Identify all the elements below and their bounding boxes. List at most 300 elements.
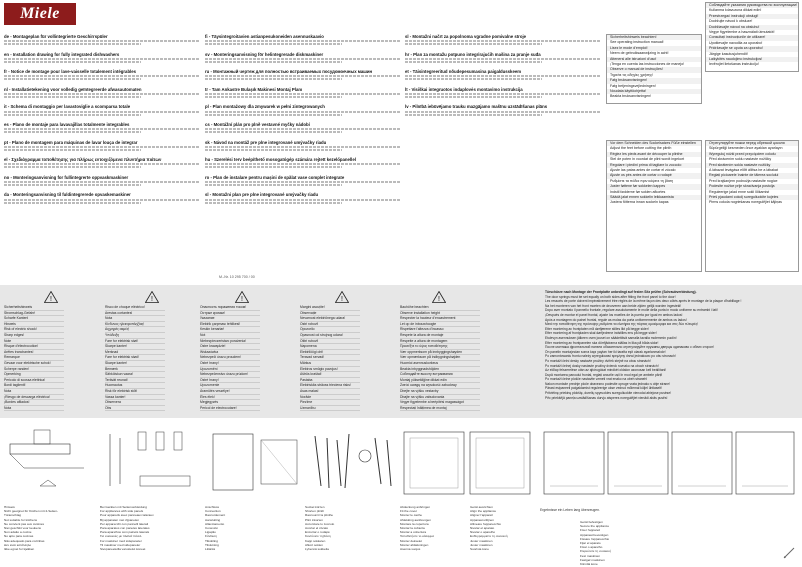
caption-line: Ligação: [205, 530, 216, 535]
caption-line: Sockel kürzen: [305, 505, 325, 509]
caption-line: Δεν είναι κατάλληλο: [4, 542, 32, 547]
warning-text: Not: [200, 333, 260, 339]
list-item: Beakta bruksanvisningen!: [610, 94, 652, 99]
warning-text: Respeite a altura de montagem: [400, 339, 480, 345]
note-line: Etulevyn asennuksen jälkeen oven jouset on säädettävä samalla tavalla molemmin puolin!: [545, 335, 677, 340]
warning-text: Respectați înălțimea de montaj: [400, 406, 480, 412]
language-header-title: fi - Täysintegroitavien astianpesukoneiden asennuskaavio: [205, 34, 324, 39]
note-line: Pritvirtinę priekinę plokštę, durelių spyruokles sureguliuokite vienodai abiejose pusėse!: [545, 391, 672, 396]
text-line-placeholder: [405, 96, 542, 98]
caption-line: Acortar el zócalo: [305, 526, 329, 531]
warning-text: Respete la altura de montaje: [400, 333, 480, 339]
header-column-2: [205, 34, 401, 210]
caption-line: Shorten plinth: [305, 509, 325, 514]
caption-line: Bij apparaten met zijpanelen: [100, 517, 140, 522]
language-header: [4, 34, 200, 45]
warning-text: Gevaar voor elektrische schok!: [4, 361, 64, 367]
warning-text: Κίνδυνος ηλεκτροπληξίας!: [105, 322, 165, 328]
caption-line: Για συσκευές με πλαϊνά πάνελ: [100, 534, 142, 539]
caption-line: Monter dekselet: [400, 538, 423, 543]
warning-text: Éles élek!: [200, 395, 260, 401]
caption-line: Fastgør maskinen: [580, 557, 605, 562]
note-line: ¡Después de montar el panel frontal, ajuste los muelles de la puerta por igual en ambos lados!: [545, 312, 683, 317]
note-line: The door springs must be set equally on both sides after fitting the front panel to the door!: [545, 294, 676, 299]
warning-text: Risk för elektrisk stöt!: [105, 389, 165, 395]
svg-text:!: !: [241, 296, 243, 303]
caption-line: Montar la cubierta: [400, 526, 425, 531]
caption-line: Lyhennä sokkelia: [305, 547, 329, 552]
list-item: Pred krajšanjem podnožja nastavite nogice: [709, 178, 778, 183]
list-item: Følg bruksanvisningen!: [607, 78, 701, 83]
warning-text: Observera: [105, 400, 165, 406]
caption-line: Allineare l'apparecchio: [470, 521, 502, 526]
warning-text: Elektros smūgio pavojus!: [300, 367, 360, 373]
language-header-title: de - Montageplan für vollintegrierte Geschirrspüler: [4, 34, 108, 39]
text-line-placeholder: [205, 166, 342, 168]
warning-text: Norāde: [300, 395, 360, 401]
caption-block-3: [205, 505, 300, 551]
caption-block-2: [100, 505, 200, 551]
warning-text: Bauhöhe beachten: [400, 305, 480, 311]
svg-text:!: !: [341, 296, 343, 303]
list-item: Säädä jalat ennen sokkelin leikkaamista: [607, 195, 701, 200]
warning-text: Elektriskās strāvas trieciena risks!: [300, 383, 360, 389]
tagline: Ergebnisse ein Leben lang überzeugen.: [540, 508, 600, 512]
caption-line: Raccordement: [205, 513, 226, 518]
caption-block-7: [580, 520, 670, 566]
warning-text: Observație: [300, 311, 360, 317]
caption-line: Apparaat uitlijnen: [470, 517, 494, 522]
side-panel-illustration: [205, 426, 305, 502]
warning-text: Upozornění: [200, 367, 260, 373]
list-item: Ajuste os pés antes de cortar o rodapé: [607, 173, 701, 178]
note-line: După montarea panoului frontal, reglați arcurile ușii în mod egal pe ambele părți!: [545, 372, 663, 377]
note-line: Nakon montaže prednje ploče obavezno podesite opruge vrata jednako s obje strane!: [545, 381, 670, 386]
warning-text: Rispettare l'altezza d'incasso: [400, 327, 480, 333]
caption-line: Tilslutning: [205, 542, 219, 547]
language-header-title: sv - Monteringsanvisning för helintegrerade diskmaskiner: [205, 51, 324, 57]
caption-line: Aansluiting: [205, 517, 221, 522]
door-spring-illustration: [100, 426, 200, 502]
caption-line: Nivelar el aparato: [470, 526, 495, 531]
note-line: Efter montering av frontpanelen ska dörrfjädrarna ställas in lika på båda sidor!: [545, 340, 659, 345]
language-header-title: sk - Návod na montáž pre plne integrované umývačky riadu: [205, 139, 327, 145]
warning-text: Oštri rubovi!: [300, 339, 360, 345]
list-item: Dodržujte návod k obsluze!: [709, 19, 753, 24]
caption-line: Accorciare lo zoccolo: [305, 521, 335, 526]
warning-text: Bordi taglienti!: [4, 383, 64, 389]
warning-text: Note: [4, 339, 64, 345]
text-line-placeholder: [4, 199, 200, 201]
warning-text: Merknad: [105, 350, 165, 356]
note-line: Po montaži čelne plošče nastavite vzmeti vrat enako na obeh straneh!: [545, 377, 648, 382]
warning-text: Fare for elektrisk støt!: [105, 339, 165, 345]
language-header: [4, 175, 200, 186]
caption-line: For maskiner med sidepaneler: [100, 538, 142, 543]
warning-text: Beakta inbyggnadshöjden: [400, 367, 480, 373]
text-line-placeholder: [205, 199, 401, 201]
warning-text: Aštrūs kraštai!: [300, 372, 360, 378]
list-item: ¡Tenga en cuenta las instrucciones de manejo!: [610, 62, 685, 67]
language-header-title: en - Installation drawing for fully integrated dishwashers: [4, 51, 120, 57]
text-line-placeholder: [4, 163, 200, 165]
text-line-placeholder: [4, 114, 141, 116]
note-line: Les ressorts de porte doivent impérativement être réglés de la même façon des deux côtés après le montage de la plaque d'habillage !: [545, 299, 742, 304]
warning-text: ¡Bordes afilados!: [4, 400, 64, 406]
warning-text: Asas malas!: [300, 389, 360, 395]
language-header: [205, 69, 401, 80]
caption-line: Anschluss: [205, 505, 220, 509]
warning-text: Указание: [200, 316, 260, 322]
text-line-placeholder: [405, 93, 601, 95]
caption-line: Afdekking aanbrengen: [400, 517, 431, 522]
text-line-placeholder: [4, 181, 200, 183]
note-line: После монтажа фронтальной панели обязательно отрегулируйте пружины дверцы одинаково с обеих сторон!: [545, 345, 714, 350]
warning-text: Vær opmærksom på indbygningshøjden: [400, 355, 480, 361]
warning-text: Острые кромки!: [200, 311, 260, 317]
warning-text: Sharp edges!: [4, 333, 64, 339]
caption-line: Pour appareils avec panneaux latéraux: [100, 513, 154, 518]
text-line-placeholder: [405, 61, 542, 63]
caption-line: Para aparelhos com painéis laterais: [100, 530, 150, 535]
warning-text: Zwróć uwagę na wysokość zabudowy: [400, 383, 480, 389]
caption-line: Gerät befestigen: [580, 520, 603, 524]
warning-text: Ostre krawędzie!: [200, 344, 260, 350]
list-item: Ajuste las patas antes de cortar el zócalo: [610, 168, 676, 173]
note-line: Dopo aver montato il pannello frontale, regolare assolutamente le molle della porta in modo uniforme su entrambi i lati!: [545, 308, 718, 313]
svg-text:!: !: [438, 296, 440, 303]
list-item: Vor dem Schneiden des Sockelsatzes Füße einstellen: [607, 141, 701, 146]
notes-box-3: [606, 140, 702, 272]
language-header: [205, 175, 401, 186]
list-item: Laikykitės naudojimo instrukcijos!: [706, 57, 798, 62]
warning-text: Υπόδειξη: [105, 333, 165, 339]
warning-text: Margini ascuțite!: [300, 305, 360, 311]
door-spring-notes: [545, 290, 795, 400]
note-line: Po zamontowaniu frontu należy wyregulować sprężyny drzwi jednakowo po obu stronach!: [545, 354, 676, 359]
caption-line: Connection: [205, 509, 221, 514]
list-item: Reguleerige jalad enne sokli lõikamist: [709, 189, 770, 194]
warning-text: Montaj yüksekliğine dikkat edin: [400, 378, 480, 384]
caption-line: Fit the cover: [400, 509, 418, 514]
text-line-placeholder: [4, 149, 141, 151]
warning-text: Terävät reunat!: [105, 378, 165, 384]
list-item: Reglați picioarele înainte de tăierea soclului: [706, 173, 798, 178]
warning-text: Let op de inbouwhoogte: [400, 322, 480, 328]
language-header-title: ru - Монтажный чертеж для полностью встраиваемых посудомоечных машин: [205, 69, 373, 75]
list-item: Regolare i piedini prima di tagliare lo zoccolo: [607, 163, 701, 168]
warning-text: Opmerking: [4, 372, 64, 378]
warning-text: Arestas cortantes!: [105, 311, 165, 317]
text-line-placeholder: [4, 131, 141, 133]
warning-text: Pericolo di scossa elettrica!: [4, 378, 64, 384]
caption-line: For appliances with side panels: [100, 509, 144, 514]
language-header-title: tr - Tam Ankastre Bulaşık Makinesi Montaj Planı: [205, 86, 303, 92]
warning-text: Risque d'électrocution!: [4, 344, 64, 350]
caption-line: Not suitable for kitchens: [4, 517, 38, 522]
caption-line: Nivelar o aparelho: [470, 530, 496, 535]
language-header-title: lt - Visiškai integruotos indaplovės montavimo instrukcija: [405, 86, 523, 92]
text-line-placeholder: [205, 181, 401, 183]
language-header-title: fr - Notice de montage pour lave-vaisselle totalement intégrables: [4, 69, 137, 75]
caption-line: Σύνδεση: [205, 534, 217, 539]
list-item: Stel de poten in voordat de plint wordt ingekort: [610, 157, 685, 162]
caption-line: Ne convient pas aux cuisines: [4, 521, 45, 526]
warning-text: Keskin kenarlar!: [200, 327, 260, 333]
warning-list-4: [300, 305, 360, 411]
list-item: Отрегулируйте ножки перед обрезкой цоколя: [706, 141, 798, 146]
warning-text: Pericol de electrocutare!: [200, 406, 260, 412]
caption-line: Ευθυγραμμίστε τη συσκευή: [470, 534, 508, 539]
list-item: Lisez le mode d'emploi!: [607, 46, 701, 51]
list-item: Følg betjeningsvejledningen!: [610, 83, 656, 88]
warning-text: Remarque: [4, 355, 64, 361]
warning-text: Bemærk: [105, 367, 165, 373]
warning-text: Hinweis: [4, 322, 64, 328]
warning-text: Προσέξτε το ύψος τοποθέτησης: [400, 344, 480, 350]
text-line-placeholder: [205, 40, 401, 42]
text-line-placeholder: [205, 184, 342, 186]
warning-triangle-icon: [44, 290, 58, 302]
warning-text: Märkus: [300, 361, 360, 367]
note-line: Pēc priekšējā paneļa uzstādīšanas durvju atsperes noregulējiet vienādi abās pusēs!: [545, 395, 668, 400]
note-line: Efter montering af frontpladen skal dørfjedrene indstilles ens på begge sider!: [545, 331, 657, 336]
document-number: M.-Nr. 10 295 700 / 00: [219, 275, 255, 279]
caption-line: Montare la copertura: [400, 521, 429, 526]
caption-line: Niet geschikt voor keukens: [4, 526, 41, 531]
language-header: [405, 34, 601, 45]
list-item: Ρυθμίστε τα πόδια πριν κόψετε τη βάση: [610, 178, 674, 183]
warning-text: Sähköiskun vaara!: [105, 372, 165, 378]
warning-text: Scherpe randen!: [4, 367, 64, 373]
warning-text: Piezīme: [300, 400, 360, 406]
text-line-placeholder: [405, 75, 601, 77]
note-line: Türschürze nach Montage der Frontplatte unbedingt auf festen Sitz prüfen (Schraubverbindung).: [545, 290, 697, 294]
language-header: [4, 104, 200, 115]
tools-illustration: [305, 426, 400, 502]
language-header: [4, 140, 200, 151]
note-line: Az előlap felszerelése után az ajtórugókat mindkét oldalon azonosan kell beállítani!: [545, 368, 667, 373]
warning-text: Nebezpečenstvo úrazu prúdom!: [200, 372, 260, 378]
language-header: [4, 87, 200, 98]
text-line-placeholder: [4, 75, 200, 77]
language-header-title: ro - Plan de instalare pentru mașini de spălat vase complet integrate: [205, 174, 345, 180]
caption-line: Aligner l'appareil: [470, 513, 493, 518]
caption-block-4: [305, 505, 395, 551]
warning-text: Dbejte na výšku vestavby: [400, 389, 480, 395]
caption-line: Plint inkorten: [305, 517, 323, 522]
warning-text: Vegye figyelembe a beépítési magasságot: [400, 400, 480, 406]
warning-text: Nevarnost električnega udara!: [300, 316, 360, 322]
text-line-placeholder: [4, 78, 141, 80]
list-item: Τηρείτε τις οδηγίες χρήσης!: [610, 72, 654, 77]
language-header: [4, 122, 200, 133]
plinth-illustration: [4, 426, 84, 502]
warning-text: Dbajte na výšku zabudovania: [400, 395, 480, 401]
list-item: Podesite nožice prije skraćivanja postolja: [706, 184, 798, 189]
caption-line: No apto para cocinas: [4, 534, 34, 539]
warning-text: Elektrik çarpması tehlikesi!: [200, 322, 260, 328]
caption-line: Monter afdækningen: [400, 542, 429, 547]
language-header: [405, 52, 601, 63]
caption-block-5: [400, 505, 470, 551]
caption-line: Hinweis: [4, 505, 15, 509]
caption-line: Conexión: [205, 526, 219, 531]
warning-text: Teravad servad!: [300, 355, 360, 361]
warning-text: Upozornenie: [200, 383, 260, 389]
text-line-placeholder: [205, 111, 401, 113]
text-line-placeholder: [205, 96, 342, 98]
text-line-placeholder: [205, 43, 342, 45]
text-line-placeholder: [405, 111, 601, 113]
list-item: Pirms cokola nogriešanas noregulējiet kājiņas: [709, 200, 782, 205]
caption-line: Κοντύνετε τη βάση: [305, 534, 331, 539]
list-item: Před zkrácením soklu nastavte nožičky: [709, 157, 772, 162]
warning-text: Nota: [4, 406, 64, 412]
text-line-placeholder: [4, 43, 141, 45]
warning-text: Megjegyzés: [200, 400, 260, 406]
language-header: [205, 140, 401, 151]
warning-text: Uzmanību: [300, 406, 360, 412]
list-item: Attenersi alle istruzioni d'uso!: [607, 57, 701, 62]
text-line-placeholder: [205, 163, 401, 165]
text-line-placeholder: [4, 166, 141, 168]
caption-line: Kapp sokkelen: [305, 538, 326, 543]
language-header-title: sl - Montažni plan pre plne integrované umývačky riadu: [205, 192, 319, 198]
language-header-title: nl - Installatietekening voor volledig geïntegreerde afwasautomaten: [4, 86, 142, 92]
caption-line: Sivupaneeleilla varustetut koneet: [100, 547, 146, 552]
warning-text: Αιχμηρές ακμές!: [105, 327, 165, 333]
language-header-title: it - Schema di montaggio per lavastoviglie a scomparsa totale: [4, 104, 131, 110]
language-header: [205, 87, 401, 98]
list-item: Justera fötterna innan sockeln kapas: [610, 200, 669, 205]
note-line: Μετά την τοποθέτηση της πρόσοψης ρυθμίστε τα ελατήρια της πόρτας ομοιόμορφα και στις δύο πλευρές!: [545, 322, 699, 327]
note-line: Ön panelin montajından sonra kapı yayları her iki tarafta eşit olarak ayarlanmalıdır!: [545, 349, 666, 354]
language-header-title: da - Monteringsanvisning til fuldintegrerede opvaskemaskiner: [4, 192, 131, 198]
header-column-1: [4, 34, 200, 210]
text-line-placeholder: [4, 184, 141, 186]
list-item: Juster føttene før sokkelen kappes: [607, 184, 701, 189]
list-item: Ievērojiet lietošanas instrukciju!: [709, 62, 759, 67]
warning-text: Risk of electric shock!: [4, 327, 64, 333]
text-line-placeholder: [405, 58, 601, 60]
caption-line: Fijar el aparato: [580, 541, 601, 546]
caption-line: Afkort soklen: [305, 542, 323, 547]
warning-list-5: [400, 305, 480, 411]
warning-list-3: [200, 305, 260, 411]
warning-text: Obs: [105, 406, 165, 412]
language-header: [4, 192, 200, 203]
warning-text: Observe installation height: [400, 311, 480, 317]
text-line-placeholder: [205, 58, 401, 60]
warning-text: Ostri robovi!: [300, 322, 360, 328]
notes-box-4: [705, 140, 799, 272]
warning-text: Nebezpečí úrazu proudem!: [200, 355, 260, 361]
caption-line: Suorista kone: [470, 547, 489, 552]
language-header: [405, 69, 601, 80]
list-item: Prieš pjaudami cokolį sureguliuokite kojeles: [706, 195, 798, 200]
language-header: [405, 104, 601, 115]
language-header: [205, 104, 401, 115]
list-item: Sicherheitshinweis beachten!: [607, 35, 701, 40]
miele-logo: Miele: [4, 3, 76, 25]
caption-line: Per apparecchi con pannelli laterali: [100, 521, 149, 526]
text-line-placeholder: [405, 114, 542, 116]
caption-line: Non adatto a cucine: [4, 530, 32, 535]
warning-text: Arêtes tranchantes!: [4, 350, 64, 356]
warning-text: Ostré hrany!: [200, 378, 260, 384]
list-item: Dodržiavajte návod na obsluhu!: [706, 25, 798, 30]
caption-line: Não adequado para cozinhas: [4, 538, 45, 543]
language-header-title: lv - Pilnībā iebūvējamo trauku mazgājamo mašīnu uzstādīšanas plāns: [405, 104, 548, 110]
warning-text: Sicherheitshinweis: [4, 305, 64, 311]
list-item: Przestrzegać instrukcji obsługi!: [706, 14, 798, 19]
list-item: Wyreguluj nóżki przed przycięciem cokołu: [706, 152, 798, 157]
caption-line: Kiinnitä kone: [580, 562, 598, 567]
list-item: Réglez les pieds avant de découper la plinthe: [607, 152, 701, 157]
text-line-placeholder: [405, 40, 601, 42]
caption-line: Allacciamento: [205, 521, 225, 526]
list-item: A lábazat levágása előtt állítsa be a lábakat: [709, 168, 778, 173]
caption-line: Asenna suojus: [400, 547, 421, 552]
text-line-placeholder: [4, 128, 200, 130]
warning-text: Stromschlag-Gefahr!: [4, 311, 64, 317]
warning-text: Huomioi asennuskorkeus: [400, 361, 480, 367]
language-header: [4, 157, 200, 168]
list-item: Adjust the feet before cutting the plinth: [610, 146, 672, 151]
note-line: Após a montagem do painel frontal, regule as molas da porta uniformemente de ambos os lados!: [545, 317, 687, 322]
caption-line: Fixer l'appareil: [580, 528, 601, 533]
list-item: Süpürgeliği kesmeden önce ayakları ayarlayın: [709, 146, 783, 151]
language-header: [4, 69, 200, 80]
pen-mark-icon: [782, 546, 796, 560]
caption-line: Encurtar o rodapé: [305, 530, 330, 535]
header-column-3: [405, 34, 601, 122]
text-line-placeholder: [4, 202, 141, 204]
list-item: Kullanma kılavuzuna dikkat edin!: [709, 8, 762, 13]
list-item: Järgige kasutusjuhendit!: [709, 51, 748, 56]
warning-text: Respecter la hauteur d'encastrement: [400, 316, 480, 322]
text-line-placeholder: [4, 146, 200, 148]
caption-line: Til maskiner med sidepaneler: [100, 542, 141, 547]
warning-text: Opasnost od strujnog udara!: [300, 333, 360, 339]
text-line-placeholder: [205, 128, 401, 130]
caption-line: Τοποθετήστε το κάλυμμα: [400, 534, 435, 539]
text-line-placeholder: [4, 40, 200, 42]
language-header: [205, 192, 401, 203]
notes-box-1: [606, 34, 702, 104]
text-line-placeholder: [4, 93, 200, 95]
warning-list-1: [4, 305, 64, 411]
caption-line: Montar a cobertura: [400, 530, 427, 535]
text-line-placeholder: [205, 149, 342, 151]
warning-triangle-icon: [432, 290, 446, 302]
warning-text: ¡Riesgo de descarga eléctrica!: [4, 395, 64, 401]
language-header: [405, 87, 601, 98]
language-header-title: hr - Plan za montažu potpuno integrirajućih mašina za pranje suđa: [405, 51, 541, 57]
warning-text: Niebezpieczeństwo porażenia!: [200, 339, 260, 345]
caption-line: Tilkobling: [205, 538, 218, 543]
list-item: Observe o manual de instruções!: [607, 67, 701, 72]
note-line: Etter montering av frontplaten må dørfjærene stilles likt på begge sider!: [545, 326, 649, 331]
text-line-placeholder: [205, 131, 342, 133]
language-header-title: el - Σχεδιάγραμμα τοποθέτησης για πλήρως εντοιχιζόμενα πλυντήρια πιάτων: [4, 157, 162, 163]
caption-block-6: [470, 505, 538, 551]
language-header: [205, 157, 401, 168]
language-header: [4, 52, 200, 63]
caption-line: Abdeckung anbringen: [400, 505, 431, 509]
svg-text:!: !: [151, 296, 153, 303]
